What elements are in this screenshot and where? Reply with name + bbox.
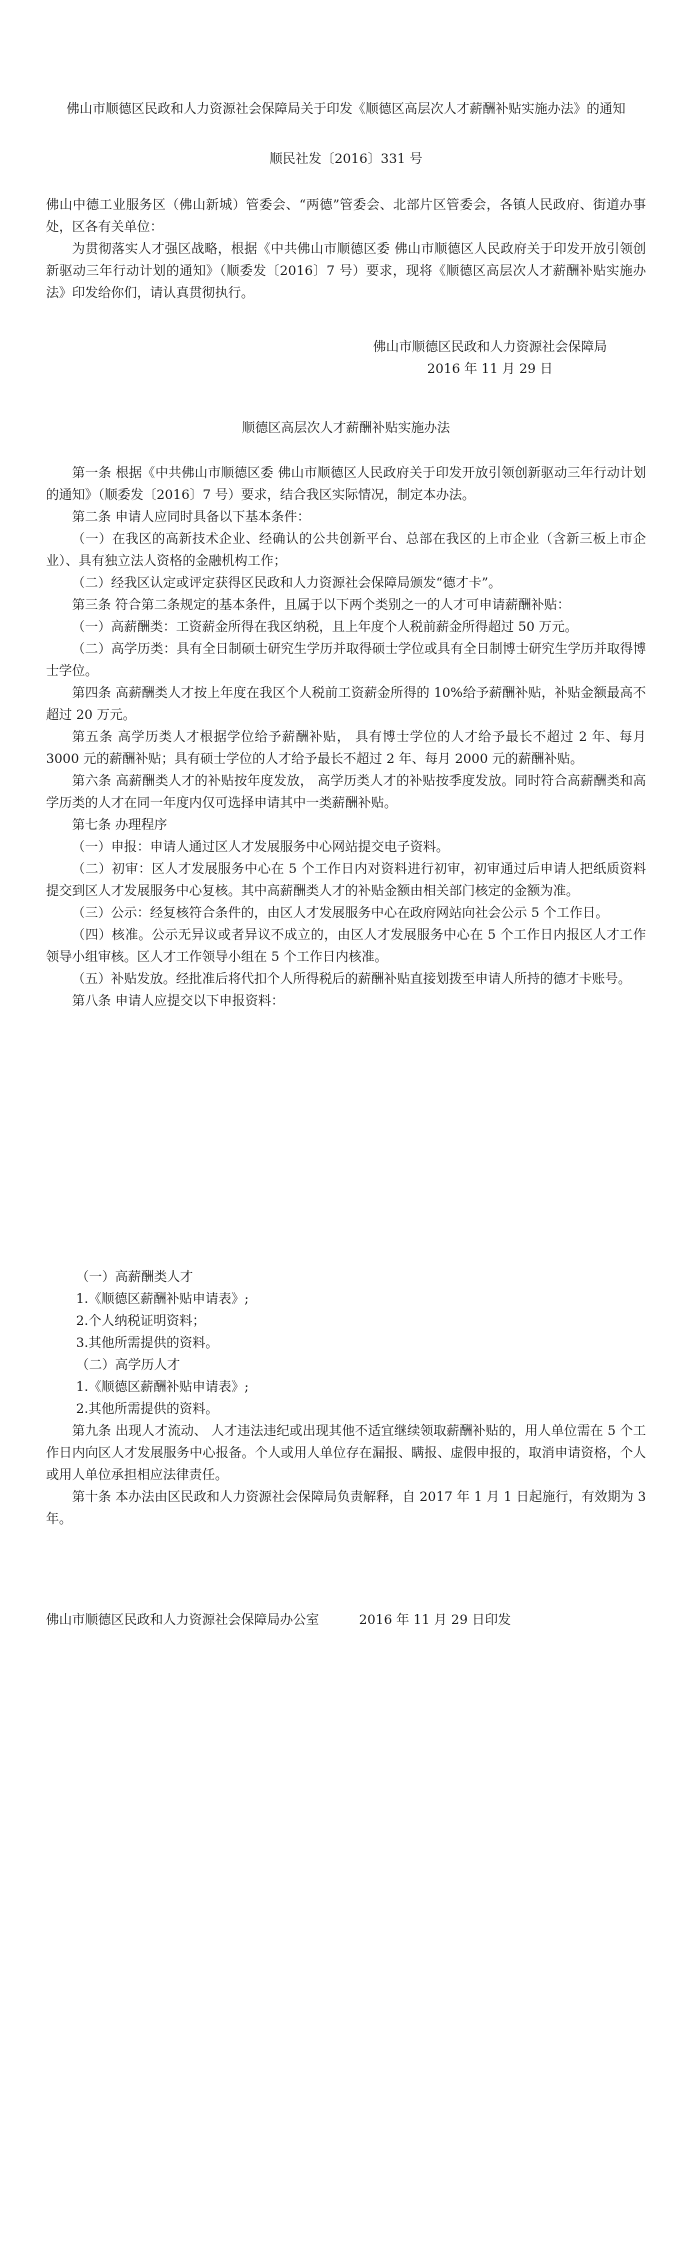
- measures-title: 顺德区高层次人才薪酬补贴实施办法: [241, 421, 450, 436]
- materials-group-high-education: （二）高学历人才: [76, 1358, 181, 1373]
- article-9: 第九条 出现人才流动、 人才违法违纪或出现其他不适宜继续领取薪酬补贴的，用人单位需在 5 个工作日内向区人才发展服务中心报备。个人或用人单位存在漏报、瞒报、虚假申报的，取消申请资格，个人或用人单位承担相应法律责任。: [46, 1424, 646, 1483]
- article-4: 第四条 高薪酬类人才按上年度在我区个人税前工资薪金所得的 10%给予薪酬补贴，补贴金额最高不超过 20 万元。: [46, 686, 646, 723]
- notice-title: 佛山市顺德区民政和人力资源社会保障局关于印发《顺德区高层次人才薪酬补贴实施办法》的通知: [66, 102, 626, 117]
- materials-group-high-salary: （一）高薪酬类人才: [76, 1270, 194, 1285]
- measures-articles-1-8: [46, 463, 646, 1013]
- footer-line: [46, 1610, 646, 1632]
- article-3-item-1: （一）高薪酬类：工资薪金所得在我区纳税，且上年度个人税前薪金所得超过 50 万元。: [72, 620, 578, 635]
- article-2: 第二条 申请人应同时具备以下基本条件：: [72, 510, 311, 525]
- materials-item: 2.其他所需提供的资料。: [76, 1402, 219, 1417]
- footer-date: 2016 年 11 月 29 日印发: [359, 1613, 511, 1628]
- materials-item: 2.个人纳税证明资料；: [76, 1314, 206, 1329]
- document-number: 顺民社发〔2016〕331 号: [269, 152, 423, 167]
- materials-item: 3.其他所需提供的资料。: [76, 1336, 219, 1351]
- article-7: 第七条 办理程序: [72, 818, 168, 833]
- article-3-item-2: （二）高学历类：具有全日制硕士研究生学历并取得硕士学位或具有全日制博士研究生学历并取得博士学位。: [46, 642, 646, 679]
- article-7-item-2: （二）初审：区人才发展服务中心在 5 个工作日内对资料进行初审，初审通过后申请人把纸质资料提交到区人才发展服务中心复核。其中高薪酬类人才的补贴金额由相关部门核定的金额为准。: [46, 862, 646, 899]
- measures-articles-9-10: [46, 1421, 646, 1531]
- notice-recipients: 佛山中德工业服务区（佛山新城）管委会、“两德”管委会、北部片区管委会，各镇人民政府、街道办事处，区各有关单位：: [46, 198, 646, 235]
- article-7-item-3: （三）公示：经复核符合条件的，由区人才发展服务中心在政府网站向社会公示 5 个工作日。: [72, 906, 609, 921]
- article-2-item-1: （一）在我区的高新技术企业、经确认的公共创新平台、总部在我区的上市企业（含新三板上市企业）、具有独立法人资格的金融机构工作；: [46, 532, 646, 569]
- notice-signature-date: 2016 年 11 月 29 日: [427, 362, 553, 377]
- article-8: 第八条 申请人应提交以下申报资料：: [72, 994, 285, 1009]
- article-3: 第三条 符合第二条规定的基本条件，且属于以下两个类别之一的人才可申请薪酬补贴：: [72, 598, 571, 613]
- article-10: 第十条 本办法由区民政和人力资源社会保障局负责解释，自 2017 年 1 月 1 日起施行，有效期为 3 年。: [46, 1490, 646, 1527]
- article-1: 第一条 根据《中共佛山市顺德区委 佛山市顺德区人民政府关于印发开放引领创新驱动三年行动计划的通知》（顺委发〔2016〕7 号）要求，结合我区实际情况，制定本办法。: [46, 466, 646, 503]
- article-2-item-2: （二）经我区认定或评定获得区民政和人力资源社会保障局颁发“德才卡”。: [72, 576, 502, 591]
- materials-list: [46, 1267, 646, 1421]
- article-7-item-1: （一）申报：申请人通过区人才发展服务中心网站提交电子资料。: [72, 840, 450, 855]
- notice-body: 为贯彻落实人才强区战略，根据《中共佛山市顺德区委 佛山市顺德区人民政府关于印发开放引领创新驱动三年行动计划的通知》（顺委发〔2016〕7 号）要求，现将《顺德区高层次人才薪酬补贴实施办法》印发给你们，请认真贯彻执行。: [46, 242, 646, 301]
- article-5: 第五条 高学历类人才根据学位给予薪酬补贴， 具有博士学位的人才给予最长不超过 2 年、每月 3000 元的薪酬补贴；具有硕士学位的人才给予最长不超过 2 年、每月 2000 元的薪酬补贴。: [46, 730, 646, 767]
- article-7-item-5: （五）补贴发放。经批准后将代扣个人所得税后的薪酬补贴直接划拨至申请人所持的德才卡账号。: [72, 972, 632, 987]
- materials-item: 1.《顺德区薪酬补贴申请表》;: [76, 1292, 249, 1307]
- article-7-item-4: （四）核准。公示无异议或者异议不成立的，由区人才发展服务中心在 5 个工作日内报区人才工作领导小组审核。区人才工作领导小组在 5 个工作日内核准。: [46, 928, 646, 965]
- article-6: 第六条 高薪酬类人才的补贴按年度发放， 高学历类人才的补贴按季度发放。同时符合高薪酬类和高学历类的人才在同一年度内仅可选择申请其中一类薪酬补贴。: [46, 774, 646, 811]
- materials-item: 1.《顺德区薪酬补贴申请表》;: [76, 1380, 249, 1395]
- footer-org: 佛山市顺德区民政和人力资源社会保障局办公室: [46, 1613, 320, 1628]
- notice-signature-org: 佛山市顺德区民政和人力资源社会保障局: [372, 340, 607, 355]
